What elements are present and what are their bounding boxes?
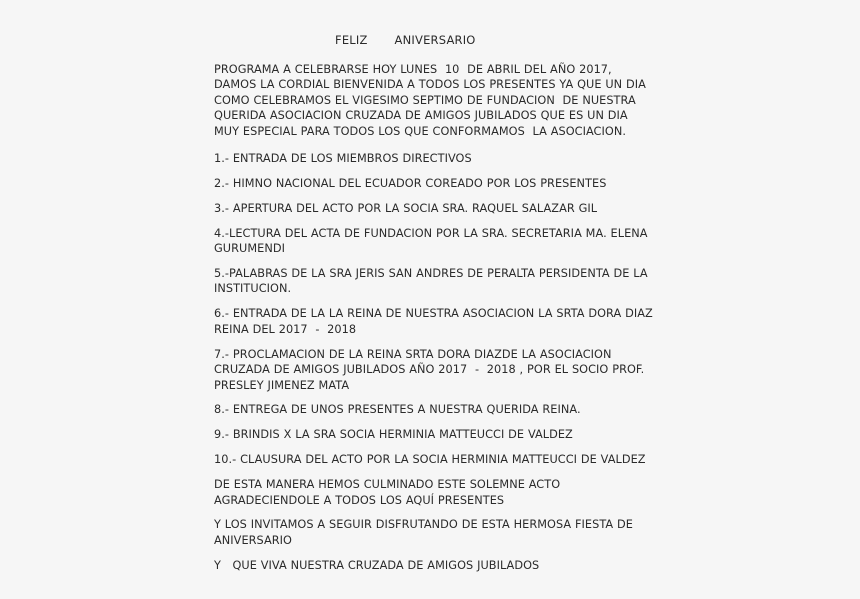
closing-paragraph-2: Y LOS INVITAMOS A SEGUIR DISFRUTANDO DE ESTA HERMOSA FIESTA DE ANIVERSARIO — [214, 518, 637, 547]
agenda-item-3: 3.- APERTURA DEL ACTO POR LA SOCIA SRA. RAQUEL SALAZAR GIL — [214, 201, 598, 215]
agenda-item-8: 8.- ENTREGA DE UNOS PRESENTES A NUESTRA QUERIDA REINA. — [214, 403, 581, 417]
agenda-item-9: 9.- BRINDIS X LA SRA SOCIA HERMINIA MATTEUCCI DE VALDEZ — [214, 428, 573, 442]
agenda-item-10: 10.- CLAUSURA DEL ACTO POR LA SOCIA HERMINIA MATTEUCCI DE VALDEZ — [214, 453, 646, 467]
agenda-item-6: 6.- ENTRADA DE LA LA REINA DE NUESTRA ASOCIACION LA SRTA DORA DIAZ REINA DEL 2017 - 2018 — [214, 307, 657, 336]
closing-paragraph-1: DE ESTA MANERA HEMOS CULMINADO ESTE SOLEMNE ACTO AGRADECIENDOLE A TODOS LOS AQUÍ PRESENTES — [214, 478, 564, 507]
agenda-item-1: 1.- ENTRADA DE LOS MIEMBROS DIRECTIVOS — [214, 152, 472, 166]
closing-paragraph-3: Y QUE VIVA NUESTRA CRUZADA DE AMIGOS JUBILADOS — [214, 558, 540, 572]
agenda-item-5: 5.-PALABRAS DE LA SRA JERIS SAN ANDRES DE PERALTA PERSIDENTA DE LA INSTITUCION. — [214, 267, 652, 296]
agenda-item-7: 7.- PROCLAMACION DE LA REINA SRTA DORA DIAZDE LA ASOCIACION CRUZADA DE AMIGOS JUBILADOS AÑO 2017 - 2018 , POR EL SOCIO PROF. PRESLEY JIMENEZ MATA — [214, 347, 649, 392]
agenda-item-2: 2.- HIMNO NACIONAL DEL ECUADOR COREADO POR LOS PRESENTES — [214, 176, 607, 190]
document-body — [214, 62, 656, 583]
intro-paragraph: PROGRAMA A CELEBRARSE HOY LUNES 10 DE ABRIL DEL AÑO 2017, DAMOS LA CORDIAL BIENVENIDA A TODOS LOS PRESENTES YA QUE UN DIA COMO CELEBRAMOS EL VIGESIMO SEPTIMO DE FUNDACION DE NUESTRA QUERIDA ASOCIACION CRUZADA DE AMIGOS JUBILADOS QUE ES UN DIA MUY ESPECIAL PARA TODOS LOS QUE CONFORMAMOS LA ASOCIACION. — [214, 63, 650, 138]
agenda-item-4: 4.-LECTURA DEL ACTA DE FUNDACION POR LA SRA. SECRETARIA MA. ELENA GURUMENDI — [214, 226, 652, 256]
page-title: FELIZ ANIVERSARIO — [335, 33, 476, 47]
